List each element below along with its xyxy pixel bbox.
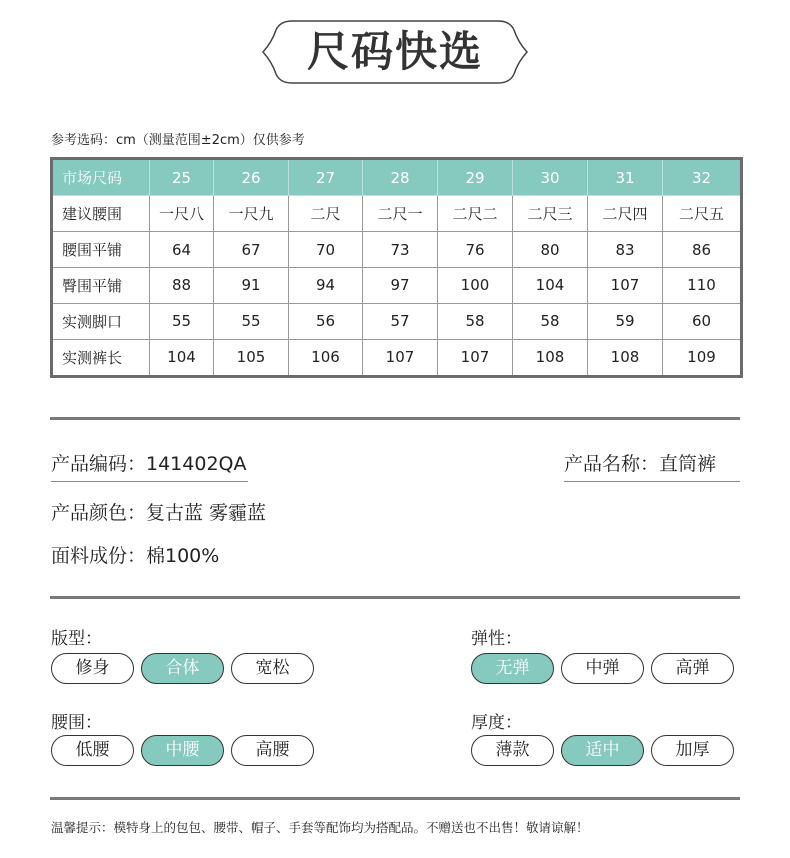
table-cell: 76 (438, 232, 513, 268)
fit-option-regular[interactable]: 合体 (141, 653, 224, 684)
table-cell: 60 (663, 303, 742, 339)
table-row (52, 267, 742, 303)
table-header-cell: 28 (363, 159, 438, 196)
table-cell: 107 (438, 339, 513, 376)
table-cell: 55 (214, 303, 289, 339)
table-cell: 107 (588, 267, 663, 303)
stretch-option-high[interactable]: 高弹 (651, 653, 734, 684)
waist-option-low[interactable]: 低腰 (51, 735, 134, 766)
table-header-cell: 30 (513, 159, 588, 196)
table-cell: 80 (513, 232, 588, 268)
fit-label: 版型： (51, 629, 102, 649)
fit-option-slim[interactable]: 修身 (51, 653, 134, 684)
table-row-label: 实测裤长 (52, 339, 150, 376)
table-cell: 73 (363, 232, 438, 268)
stretch-option-none[interactable]: 无弹 (471, 653, 554, 684)
product-name-underline (564, 481, 740, 482)
divider (50, 596, 740, 599)
footer-notice: 温馨提示：模特身上的包包、腰带、帽子、手套等配饰均为搭配品。不赠送也不出售！敬请谅解！ (51, 820, 589, 835)
table-cell: 二尺四 (588, 196, 663, 232)
table-cell: 108 (588, 339, 663, 376)
stretch-option-medium[interactable]: 中弹 (561, 653, 644, 684)
table-cell: 55 (150, 303, 214, 339)
table-header-cell: 31 (588, 159, 663, 196)
page-title: 尺码快选 (306, 27, 483, 76)
waist-option-mid[interactable]: 中腰 (141, 735, 224, 766)
table-cell: 70 (289, 232, 363, 268)
thickness-option-thin[interactable]: 薄款 (471, 735, 554, 766)
waist-option-high[interactable]: 高腰 (231, 735, 314, 766)
table-cell: 一尺八 (150, 196, 214, 232)
table-cell: 57 (363, 303, 438, 339)
table-row (52, 303, 742, 339)
table-cell: 109 (663, 339, 742, 376)
product-name: 产品名称：直筒裤 (564, 453, 717, 475)
table-header-row (52, 159, 742, 196)
table-row (52, 196, 742, 232)
table-header-cell: 32 (663, 159, 742, 196)
table-cell: 一尺九 (214, 196, 289, 232)
table-cell: 56 (289, 303, 363, 339)
waist-label: 腰围： (51, 713, 102, 733)
table-cell: 二尺一 (363, 196, 438, 232)
table-cell: 106 (289, 339, 363, 376)
table-cell: 88 (150, 267, 214, 303)
divider (50, 417, 740, 420)
table-row (52, 232, 742, 268)
table-cell: 105 (214, 339, 289, 376)
table-row-label: 建议腰围 (52, 196, 150, 232)
fit-option-loose[interactable]: 宽松 (231, 653, 314, 684)
table-cell: 97 (363, 267, 438, 303)
table-cell: 58 (513, 303, 588, 339)
table-cell: 108 (513, 339, 588, 376)
table-header-cell: 市场尺码 (52, 159, 150, 196)
stretch-label: 弹性： (471, 629, 522, 649)
product-code-underline (51, 481, 248, 482)
thickness-option-thick[interactable]: 加厚 (651, 735, 734, 766)
table-cell: 100 (438, 267, 513, 303)
table-cell: 64 (150, 232, 214, 268)
thickness-option-medium[interactable]: 适中 (561, 735, 644, 766)
table-header-cell: 29 (438, 159, 513, 196)
product-fabric: 面料成份：棉100% (51, 545, 220, 567)
table-cell: 104 (513, 267, 588, 303)
size-table (50, 157, 743, 378)
product-code: 产品编码：141402QA (51, 453, 247, 475)
title-badge (262, 20, 528, 84)
table-cell: 59 (588, 303, 663, 339)
table-cell: 91 (214, 267, 289, 303)
table-cell: 二尺二 (438, 196, 513, 232)
table-header-cell: 25 (150, 159, 214, 196)
table-cell: 94 (289, 267, 363, 303)
table-cell: 二尺 (289, 196, 363, 232)
table-row (52, 339, 742, 376)
table-row-label: 臀围平铺 (52, 267, 150, 303)
table-cell: 二尺三 (513, 196, 588, 232)
table-cell: 110 (663, 267, 742, 303)
table-cell: 107 (363, 339, 438, 376)
table-header-cell: 26 (214, 159, 289, 196)
divider (50, 797, 740, 800)
thickness-label: 厚度： (471, 713, 522, 733)
table-cell: 二尺五 (663, 196, 742, 232)
table-header-cell: 27 (289, 159, 363, 196)
product-color: 产品颜色：复古蓝 雾霾蓝 (51, 502, 267, 524)
table-row-label: 实测脚口 (52, 303, 150, 339)
table-cell: 104 (150, 339, 214, 376)
table-cell: 58 (438, 303, 513, 339)
table-cell: 86 (663, 232, 742, 268)
table-row-label: 腰围平铺 (52, 232, 150, 268)
table-cell: 83 (588, 232, 663, 268)
size-note: 参考选码：cm（测量范围±2cm）仅供参考 (51, 133, 305, 148)
table-cell: 67 (214, 232, 289, 268)
